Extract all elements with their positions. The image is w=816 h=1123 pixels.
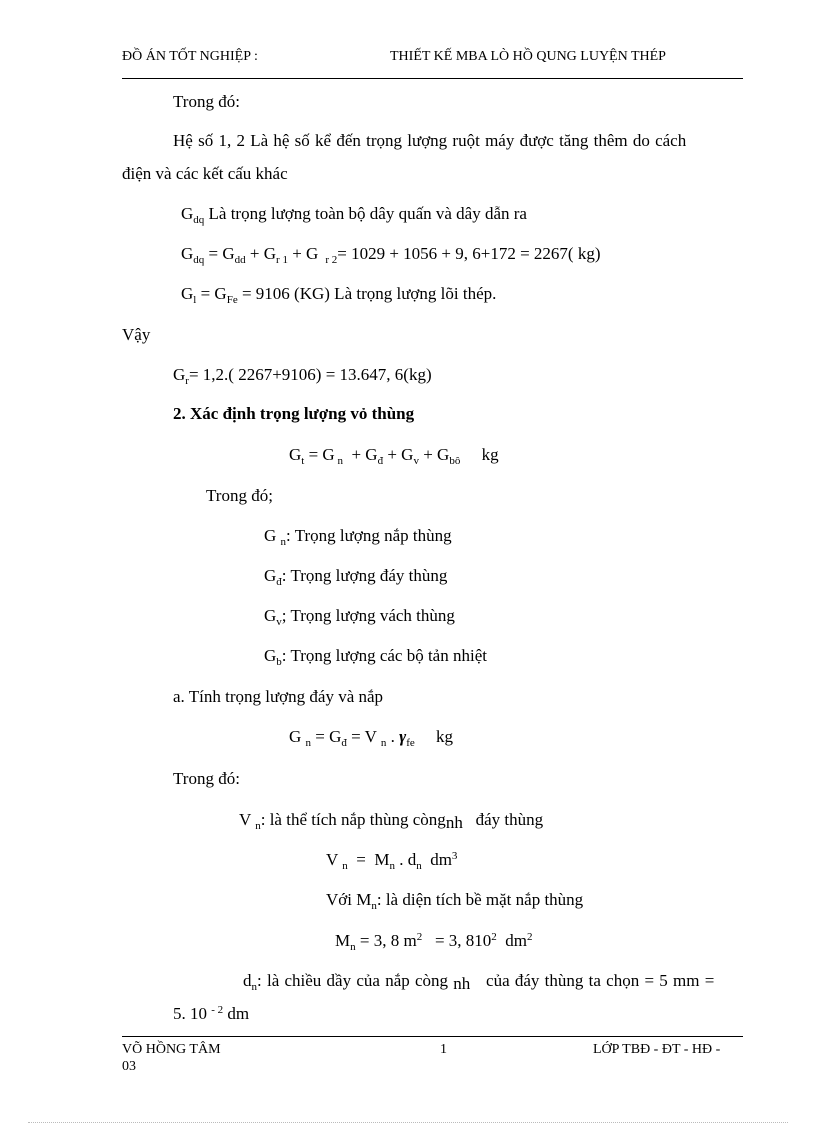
gl-equation: $G_l = G_{Fe} = 9106$ (KG) Là trọng lượng lõi thép.	[181, 284, 497, 306]
vn-definition: V $_n$: là thể tích nắp thùng còngnh đáy thùng	[239, 810, 544, 832]
gdq-equation: $G_{dq} = G_{dd} + G_{r 1} + G$ $_{r 2}$= 1029 + 1056 + 9, 6+172 = 2267( kg)	[181, 244, 601, 266]
footer-rule	[122, 1036, 743, 1037]
gn-equation: G $_n = G_đ = V$ $_n$ . $\gamma_{fe}$ kg	[289, 727, 454, 749]
footer-class: LỚP TBĐ - ĐT - HĐ -	[593, 1042, 721, 1057]
footer-author: VÕ HỒNG TÂM	[122, 1042, 221, 1057]
dn-value: 5. 10 $^{- 2}$ dm	[173, 1004, 250, 1023]
trong-do-2: Trong đó;	[206, 486, 273, 505]
gr-equation: $G_r= 1,2$.( 2267+9106) = 13.647, 6(kg)	[173, 365, 432, 387]
gn-definition: G $_n$: Trọng lượng nắp thùng	[264, 526, 452, 548]
header-left: ĐỒ ÁN TỐT NGHIỆP :	[122, 49, 258, 64]
dn-definition: $d_n$: là chiều dầy của nắp còng nh của đáy thùng ta chọn = 5 mm =	[243, 971, 715, 993]
paragraph-he-so-line1: Hệ số 1, 2 Là hệ số kể đến trọng lượng ruột máy được tăng thêm do cách	[173, 131, 687, 150]
mn-equation: $M_n = 3$, 8 $m^2$ = 3, $810^2$ $dm^2$	[335, 931, 533, 953]
gv-definition: $G_v$; Trọng lượng vách thùng	[264, 606, 455, 628]
subsection-a: a. Tính trọng lượng đáy và nắp	[173, 687, 384, 706]
gd-definition: $G_đ$: Trọng lượng đáy thùng	[264, 566, 448, 588]
header-right: THIẾT KẾ MBA LÒ HỒ QUNG LUYỆN THÉP	[390, 49, 666, 64]
header-rule	[122, 78, 743, 79]
gdq-definition: $G_{dq}$ Là trọng lượng toàn bộ dây quấn và dây dẫn ra	[181, 204, 527, 226]
section-2-heading: 2. Xác định trọng lượng vỏ thùng	[173, 404, 415, 423]
voi-mn-definition: Với $M_n$: là diện tích bề mặt nắp thùng	[326, 890, 584, 912]
paragraph-he-so-line2: điện và các kết cấu khác	[122, 164, 288, 183]
vay-label: Vậy	[122, 325, 151, 344]
gt-equation: $G_t = G$ $_n + G_đ + G_v + G_{bô}$ kg	[289, 445, 499, 467]
trong-do-3: Trong đó:	[173, 769, 240, 788]
trong-do-1: Trong đó:	[173, 92, 240, 111]
page-number: 1	[440, 1042, 447, 1057]
footer-author-continued: 03	[122, 1059, 136, 1074]
gb-definition: $G_b$: Trọng lượng các bộ tản nhiệt	[264, 646, 487, 668]
vn-equation: V $_n = M_n$ . $d_n$ $dm^3$	[326, 850, 458, 872]
